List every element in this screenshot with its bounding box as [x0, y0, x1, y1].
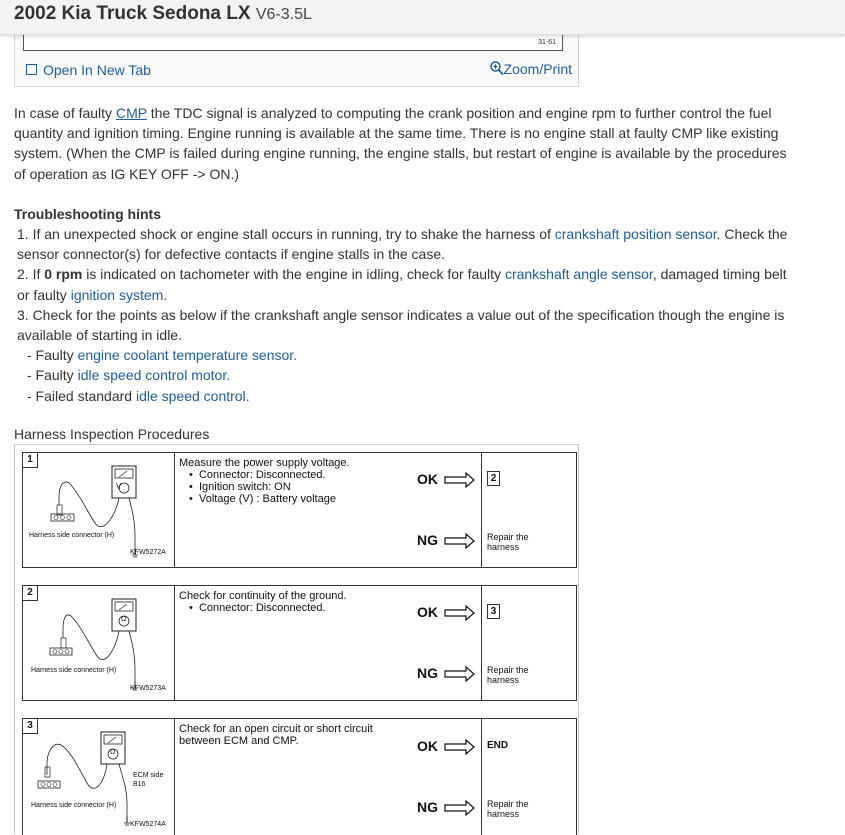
page-header — [0, 0, 845, 35]
ok-result-end: END — [487, 740, 509, 751]
sub-hint-suffix: . — [226, 367, 231, 384]
hint-1 — [14, 224, 794, 264]
meter-symbol: V — [116, 482, 122, 491]
connector-label: Harness side connector (H) — [31, 667, 117, 674]
next-step-number: 3 — [487, 604, 500, 619]
ng-result-line-1: Repair the — [487, 799, 529, 809]
ng-label: NG — [417, 532, 438, 548]
intro-text-start: In case of faulty — [14, 105, 116, 121]
hint-1-text: 1. If an unexpected shock or engine stall occurs in running, try to shake the harness of — [17, 226, 555, 243]
hint-2 — [14, 264, 794, 304]
instruction-bullet: • Ignition switch: ON — [189, 481, 291, 493]
sub-hint-3 — [14, 386, 794, 406]
intro-text-rest: the TDC signal is analyzed to computing the crank position and engine rpm to further control the fuel quantity and ignition timing. Engine running is available at the same time. There is no engine stall at faulty CMP like existing system. (When the CMP is failed during engine running, the engine stalls, but restart of engine is available by the procedures of operation as IG KEY OFF -> ON.) — [14, 105, 787, 182]
bullet-text: Connector: Disconnected. — [198, 469, 326, 481]
hint-2-end: . — [163, 286, 168, 303]
ok-arrow-icon — [444, 605, 476, 621]
zoom-print-label: Zoom/Print — [503, 61, 572, 77]
inspection-step-3 — [22, 718, 577, 835]
column-divider — [481, 453, 482, 567]
vehicle-title: 2002 Kia Truck Sedona LX — [14, 3, 251, 24]
figure-code: 31-61 — [538, 39, 556, 46]
connector-label: Harness side connector (H) — [29, 532, 115, 539]
crankshaft-angle-sensor-link[interactable]: crankshaft angle sensor — [504, 266, 653, 283]
ok-result — [487, 471, 500, 486]
ok-label: OK — [417, 471, 438, 487]
figure-container — [14, 26, 579, 87]
open-in-new-tab-label: Open In New Tab — [43, 62, 151, 78]
instruction-bullet: • Connector: Disconnected. — [189, 469, 326, 481]
ng-label: NG — [417, 665, 438, 681]
troubleshooting-hints-title: Troubleshooting hints — [14, 205, 161, 222]
sub-hint-prefix: - Faulty — [27, 347, 78, 364]
ohm-meter-illustration — [23, 586, 178, 700]
sub-hint-1 — [14, 345, 794, 365]
cmp-link[interactable]: CMP — [115, 105, 147, 121]
figure-code: KFW5272A — [130, 549, 166, 556]
column-divider — [174, 719, 175, 835]
bullet-text: Ignition switch: ON — [198, 481, 291, 493]
instruction-text: Check for an open circuit or short circuit — [179, 723, 373, 735]
ng-result-line-1: Repair the — [487, 665, 529, 675]
step-number: 3 — [23, 719, 38, 734]
ignition-system-link[interactable]: ignition system — [70, 286, 164, 303]
engine-coolant-temperature-sensor-link[interactable]: engine coolant temperature sensor — [77, 347, 294, 364]
ng-result-line-2: harness — [487, 675, 520, 685]
zoom-print-link[interactable] — [490, 61, 572, 77]
page-title — [14, 3, 312, 25]
meter-symbol: Ω — [121, 616, 127, 623]
ng-arrow-icon — [444, 533, 476, 549]
ok-label: OK — [417, 604, 438, 620]
zero-rpm-text: 0 rpm — [44, 266, 83, 283]
ng-result — [487, 799, 529, 819]
connector-label: Harness side connector (H) — [31, 802, 117, 809]
ok-arrow-icon — [444, 739, 476, 755]
ng-result-line-2: harness — [487, 542, 520, 552]
sub-hint-2 — [14, 365, 794, 385]
hint-2-mid2: , damaged timing belt or faulty — [17, 266, 787, 303]
instruction-bullet: • Connector: Disconnected. — [189, 602, 326, 614]
step-instruction — [179, 457, 350, 505]
ok-arrow-icon — [444, 472, 476, 488]
ok-result — [487, 604, 500, 619]
step-instruction — [179, 723, 373, 747]
meter-symbol: Ω — [110, 749, 116, 756]
hint-3: 3. Check for the points as below if the crankshaft angle sensor indicates a value out of the specification though the engine is available of starting in idle. — [17, 306, 785, 344]
column-divider — [174, 453, 175, 567]
ng-result — [487, 532, 529, 552]
bullet-text: Connector: Disconnected. — [198, 602, 326, 614]
open-in-new-tab-link[interactable] — [26, 62, 151, 78]
ng-label: NG — [417, 799, 438, 815]
ng-result — [487, 665, 529, 685]
ecm-side-label: ECM side — [133, 772, 164, 779]
instruction-text: between ECM and CMP. — [179, 735, 299, 747]
sub-hint-suffix: . — [293, 347, 298, 364]
figure-code: KFW5273A — [130, 685, 166, 692]
instruction-text: Measure the power supply voltage. — [179, 457, 350, 469]
crankshaft-position-sensor-link[interactable]: crankshaft position sensor — [554, 226, 717, 243]
ng-result-line-1: Repair the — [487, 532, 529, 542]
instruction-bullet: • Voltage (V) : Battery voltage — [189, 493, 336, 505]
ng-result-line-2: harness — [487, 809, 520, 819]
ng-arrow-icon — [444, 800, 476, 816]
article-content — [14, 103, 794, 406]
harness-diagram[interactable] — [14, 444, 579, 834]
inspection-step-2 — [22, 585, 577, 701]
bullet-text: Voltage (V) : Battery voltage — [198, 493, 336, 505]
ok-label: OK — [417, 738, 438, 754]
inspection-step-1 — [22, 452, 577, 568]
open-tab-icon — [26, 64, 37, 75]
idle-speed-control-motor-link[interactable]: idle speed control motor — [77, 367, 227, 384]
zoom-icon — [490, 61, 504, 76]
hint-1-end: . Check the sensor connector(s) for defective contacts if engine stalls in the case. — [17, 226, 788, 263]
column-divider — [481, 586, 482, 700]
ng-arrow-icon — [444, 666, 476, 682]
column-divider — [174, 586, 175, 700]
sub-hint-prefix: - Failed standard — [27, 387, 136, 404]
sub-hint-suffix: . — [245, 387, 250, 404]
ecm-pin-label: B16 — [133, 781, 146, 788]
figure-code: KFW5274A — [130, 821, 166, 828]
instruction-text: Check for continuity of the ground. — [179, 590, 347, 602]
hint-2-text: 2. If — [17, 266, 45, 283]
column-divider — [481, 719, 482, 835]
harness-inspection-title: Harness Inspection Procedures — [14, 426, 210, 442]
intro-paragraph — [14, 103, 794, 184]
sub-hint-prefix: - Faulty — [27, 367, 78, 384]
step-number: 2 — [23, 586, 38, 601]
hint-2-mid: is indicated on tachometer with the engine in idling, check for faulty — [82, 266, 505, 283]
step-number: 1 — [23, 453, 38, 468]
step-instruction — [179, 590, 347, 614]
engine-label: V6-3.5L — [255, 6, 312, 23]
idle-speed-control-link[interactable]: idle speed control — [135, 387, 246, 404]
next-step-number: 2 — [487, 471, 500, 486]
figure-actions — [15, 59, 578, 81]
